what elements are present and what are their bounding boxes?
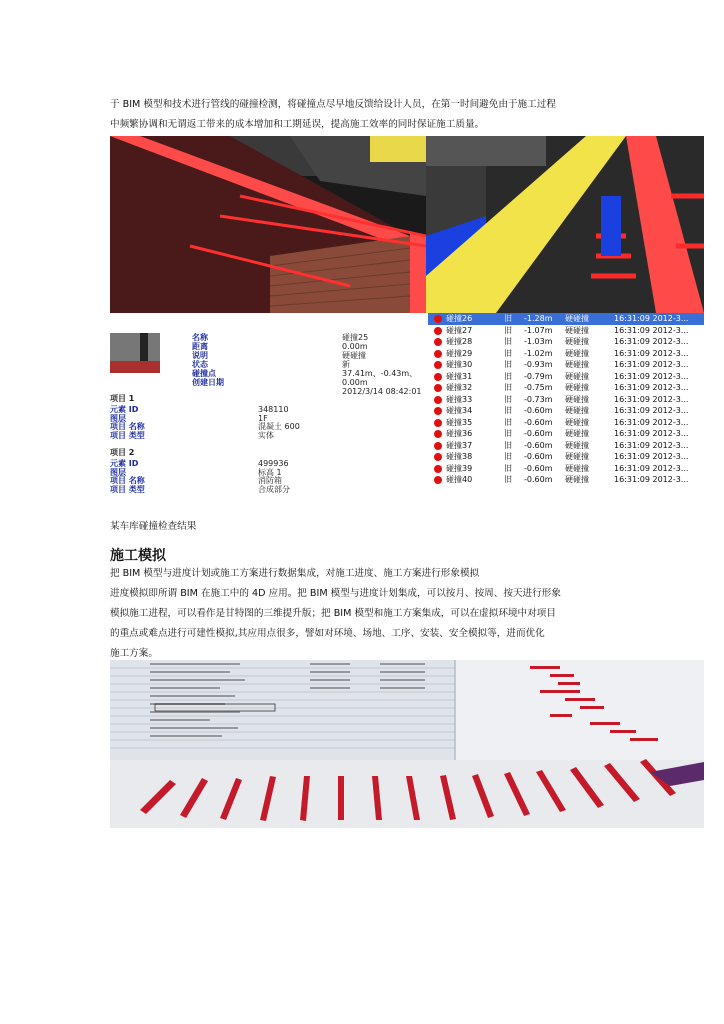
clash-status: 旧	[504, 475, 512, 484]
clash-row[interactable]	[428, 359, 704, 371]
item2-title: 项目 2	[110, 448, 135, 457]
clash-type: 硬碰撞	[565, 394, 589, 404]
clash-row[interactable]	[428, 440, 704, 452]
clash-properties-panel	[110, 313, 428, 493]
item1-title: 项目 1	[110, 394, 135, 403]
clash-name: 碰撞27	[446, 325, 473, 335]
clash-time: 16:31:09 2012-3...	[614, 475, 689, 484]
clash-status: 旧	[504, 314, 512, 323]
clash-status: 旧	[504, 406, 512, 415]
item1-labels	[110, 406, 145, 440]
label-clash-point: 碰撞点	[192, 369, 216, 378]
clash-3d-view-right	[426, 136, 704, 313]
clash-type: 硬碰撞	[565, 417, 589, 427]
clash-time: 16:31:09 2012-3...	[614, 371, 689, 381]
item2-values	[258, 460, 290, 494]
clash-status-dot-icon	[434, 361, 442, 369]
clash-name: 碰撞37	[446, 440, 473, 450]
clash-type: 硬碰撞	[565, 475, 589, 484]
clash-name: 碰撞36	[446, 429, 473, 438]
clash-status-dot-icon	[434, 315, 442, 323]
body-line: 进度模拟即所谓 BIM 在施工中的 4D 应用。把 BIM 模型与进度计划集成，可以按月、按周、按天进行形象	[110, 588, 561, 599]
label-name: 名称	[192, 333, 208, 342]
value-distance: 0.00m	[342, 342, 368, 351]
clash-type: 硬碰撞	[565, 314, 589, 323]
clash-row[interactable]	[428, 371, 704, 383]
clash-row[interactable]	[428, 474, 704, 486]
clash-row[interactable]	[428, 348, 704, 360]
clash-time: 16:31:09 2012-3...	[614, 429, 689, 438]
value-name: 碰撞25	[342, 333, 369, 342]
clash-distance: -1.03m	[524, 337, 553, 346]
clash-name: 碰撞40	[446, 475, 473, 484]
body-paragraph	[110, 564, 610, 664]
clash-thumbnail	[110, 333, 160, 373]
item2-label: 项目 类型	[110, 484, 145, 494]
clash-type: 硬碰撞	[565, 371, 589, 381]
clash-status: 旧	[504, 383, 512, 392]
item2-value: 合成部分	[258, 484, 290, 494]
clash-status: 旧	[504, 440, 512, 450]
clash-status-dot-icon	[434, 465, 442, 473]
clash-name: 碰撞30	[446, 360, 473, 369]
clash-time: 16:31:09 2012-3...	[614, 417, 689, 427]
item2-label: 项目 名称	[110, 476, 145, 485]
clash-name: 碰撞29	[446, 348, 473, 358]
clash-3d-view-left	[110, 136, 426, 313]
clash-time: 16:31:09 2012-3...	[614, 348, 689, 358]
body-line: 的重点或难点进行可建性模拟,其应用点很多，譬如对环境、场地、工序、安装、安全模拟等，进而优化	[110, 628, 545, 639]
item1-values	[258, 406, 300, 440]
clash-status-dot-icon	[434, 442, 442, 450]
value-description: 硬碰撞	[342, 351, 366, 360]
item2-labels	[110, 460, 145, 494]
clash-status: 旧	[504, 337, 512, 346]
item2-label: 元素 ID	[110, 459, 139, 468]
clash-status-dot-icon	[434, 453, 442, 461]
clash-name: 碰撞28	[446, 337, 473, 346]
clash-time: 16:31:09 2012-3...	[614, 383, 689, 392]
clash-type: 硬碰撞	[565, 440, 589, 450]
clash-distance: -0.60m	[524, 417, 553, 427]
clash-row[interactable]	[428, 451, 704, 463]
clash-status-dot-icon	[434, 407, 442, 415]
figure-caption: 某车库碰撞检查结果	[110, 521, 197, 532]
clash-row[interactable]	[428, 336, 704, 348]
item1-value: 实体	[258, 430, 274, 440]
clash-status-dot-icon	[434, 430, 442, 438]
clash-time: 16:31:09 2012-3...	[614, 337, 689, 346]
clash-status-dot-icon	[434, 476, 442, 484]
clash-type: 硬碰撞	[565, 337, 589, 346]
clash-time: 16:31:09 2012-3...	[614, 394, 689, 404]
clash-name: 碰撞31	[446, 371, 473, 381]
item1-value: 1F	[258, 413, 268, 423]
body-line: 模拟施工进程，可以看作是甘特图的三维提升版；把 BIM 模型和施工方案集成，可以在虚拟环境中对项目	[110, 608, 556, 619]
label-created: 创建日期	[192, 378, 224, 387]
clash-distance: -0.60m	[524, 463, 553, 473]
clash-status: 旧	[504, 325, 512, 335]
clash-type: 硬碰撞	[565, 360, 589, 369]
clash-status-dot-icon	[434, 396, 442, 404]
clash-distance: -1.02m	[524, 348, 553, 358]
clash-time: 16:31:09 2012-3...	[614, 325, 689, 335]
clash-status: 旧	[504, 348, 512, 358]
clash-row[interactable]	[428, 405, 704, 417]
clash-type: 硬碰撞	[565, 383, 589, 392]
clash-type: 硬碰撞	[565, 348, 589, 358]
value-created: 2012/3/14 08:42:01	[342, 387, 422, 396]
clash-status: 旧	[504, 394, 512, 404]
clash-time: 16:31:09 2012-3...	[614, 463, 689, 473]
section-heading: 施工模拟	[110, 548, 166, 564]
item1-label: 元素 ID	[110, 405, 139, 414]
body-line: 把 BIM 模型与进度计划或施工方案进行数据集成，对施工进度、施工方案进行形象模拟	[110, 568, 480, 579]
clash-time: 16:31:09 2012-3...	[614, 360, 689, 369]
clash-row[interactable]	[428, 428, 704, 440]
clash-time: 16:31:09 2012-3...	[614, 440, 689, 450]
item1-label: 项目 类型	[110, 430, 145, 440]
value-clash-point: 37.41m、-0.43m、0.00m	[342, 369, 418, 387]
clash-status: 旧	[504, 371, 512, 381]
clash-type: 硬碰撞	[565, 452, 589, 461]
clash-status-dot-icon	[434, 350, 442, 358]
clash-row[interactable]	[428, 417, 704, 429]
item1-label: 项目 名称	[110, 422, 145, 431]
intro-line: 中频繁协调和无谓返工带来的成本增加和工期延误，提高施工效率的同时保证施工质量。	[110, 119, 485, 130]
clash-distance: -0.93m	[524, 360, 553, 369]
clash-time: 16:31:09 2012-3...	[614, 452, 689, 461]
clash-distance: -1.07m	[524, 325, 553, 335]
clash-row[interactable]	[428, 313, 704, 325]
clash-name: 碰撞32	[446, 383, 473, 392]
clash-status-dot-icon	[434, 373, 442, 381]
clash-type: 硬碰撞	[565, 429, 589, 438]
value-status: 新	[342, 360, 350, 369]
item1-value: 348110	[258, 405, 289, 414]
clash-results-list	[428, 313, 704, 493]
clash-distance: -0.60m	[524, 475, 553, 484]
label-description: 说明	[192, 351, 208, 360]
clash-name: 碰撞35	[446, 417, 473, 427]
clash-distance: -0.79m	[524, 371, 553, 381]
clash-distance: -0.60m	[524, 406, 553, 415]
clash-distance: -0.60m	[524, 429, 553, 438]
clash-name: 碰撞39	[446, 463, 473, 473]
item2-label: 图层	[110, 467, 126, 477]
clash-status-dot-icon	[434, 419, 442, 427]
item2-value: 标高 1	[258, 467, 282, 477]
clash-status: 旧	[504, 463, 512, 473]
clash-distance: -0.73m	[524, 394, 553, 404]
clash-name: 碰撞34	[446, 406, 473, 415]
clash-distance: -0.60m	[524, 452, 553, 461]
clash-status: 旧	[504, 429, 512, 438]
clash-status-dot-icon	[434, 338, 442, 346]
clash-row[interactable]	[428, 463, 704, 475]
clash-type: 硬碰撞	[565, 325, 589, 335]
label-status: 状态	[192, 360, 208, 369]
clash-type: 硬碰撞	[565, 406, 589, 415]
body-line: 施工方案。	[110, 648, 158, 659]
clash-row[interactable]	[428, 382, 704, 394]
clash-status: 旧	[504, 417, 512, 427]
property-labels	[192, 333, 224, 387]
item1-label: 图层	[110, 413, 126, 423]
clash-status-dot-icon	[434, 327, 442, 335]
item2-value: 消防箱	[258, 476, 282, 485]
item2-value: 499936	[258, 459, 289, 468]
clash-status: 旧	[504, 360, 512, 369]
clash-distance: -0.60m	[524, 440, 553, 450]
clash-status: 旧	[504, 452, 512, 461]
clash-name: 碰撞26	[446, 314, 473, 323]
clash-name: 碰撞38	[446, 452, 473, 461]
clash-type: 硬碰撞	[565, 463, 589, 473]
clash-distance: -0.75m	[524, 383, 553, 392]
clash-time: 16:31:09 2012-3...	[614, 406, 689, 415]
intro-paragraph	[110, 95, 610, 135]
intro-line: 于 BIM 模型和技术进行管线的碰撞检测，将碰撞点尽早地反馈给设计人员，在第一时间避免由于施工过程	[110, 99, 556, 110]
label-distance: 距离	[192, 342, 208, 351]
clash-row[interactable]	[428, 325, 704, 337]
construction-simulation-photo	[110, 660, 704, 828]
property-values	[342, 333, 428, 396]
item1-value: 混凝土 600	[258, 422, 300, 431]
clash-status-dot-icon	[434, 384, 442, 392]
clash-name: 碰撞33	[446, 394, 473, 404]
clash-distance: -1.28m	[524, 314, 553, 323]
clash-row[interactable]	[428, 394, 704, 406]
clash-time: 16:31:09 2012-3...	[614, 314, 689, 323]
